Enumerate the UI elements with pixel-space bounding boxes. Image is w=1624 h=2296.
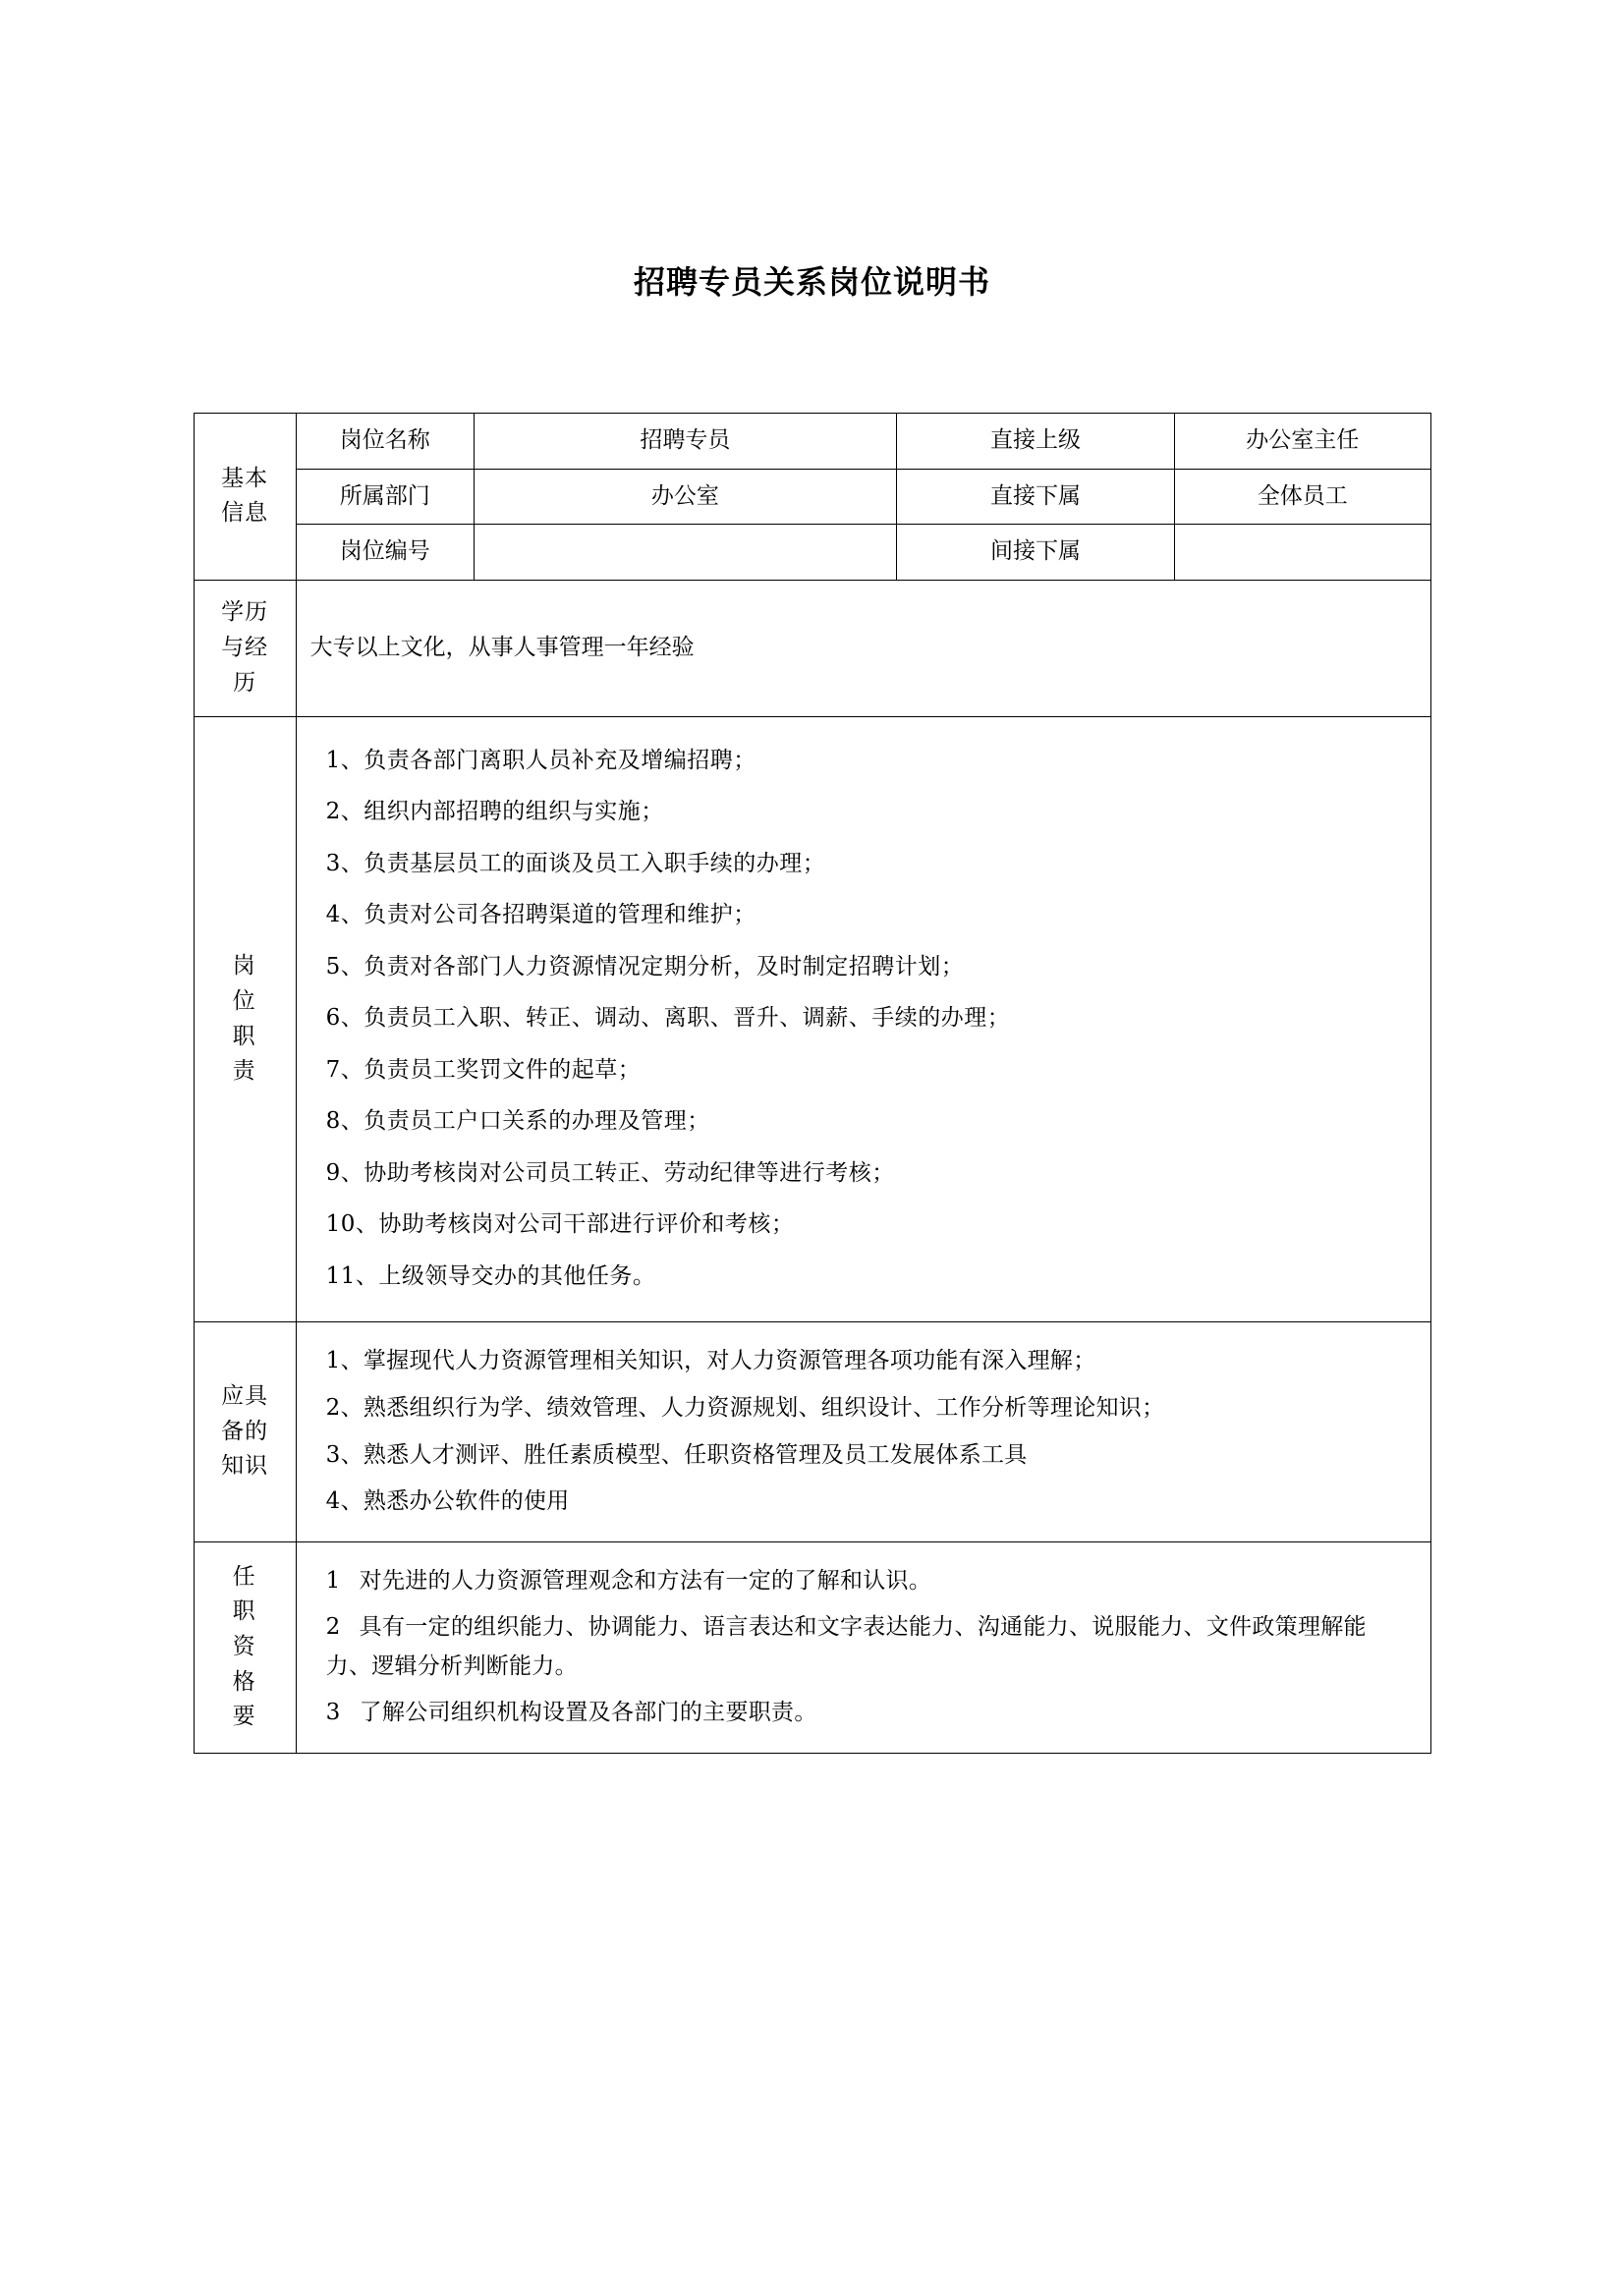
field-value-direct-superior: 办公室主任 — [1175, 414, 1430, 470]
qualification-label-line2: 职 — [232, 1598, 257, 1625]
duties-label-line1: 岗 — [232, 953, 257, 980]
page-title: 招聘专员关系岗位说明书 — [633, 263, 990, 301]
field-value-department: 办公室 — [474, 469, 896, 525]
field-key-position-code: 岗位编号 — [296, 525, 474, 581]
education-label-line1: 学历 — [221, 599, 269, 626]
table-row-education — [194, 580, 1430, 716]
list-item-text: 了解公司组织机构设置及各部门的主要职责。 — [359, 1700, 817, 1726]
job-description-table — [194, 413, 1431, 1754]
table-row — [194, 469, 1430, 525]
job-description-table-wrapper — [194, 303, 1431, 1754]
list-item: 10、协助考核岗对公司干部进行评价和考核； — [325, 1211, 795, 1238]
duties-label-line3: 职 — [232, 1023, 257, 1049]
table-row-duties — [194, 716, 1430, 1322]
list-item: 7、负责员工奖罚文件的起草； — [325, 1056, 642, 1083]
duties-label-line4: 责 — [232, 1058, 257, 1085]
list-item — [326, 1690, 1411, 1737]
list-item: 6、负责员工入职、转正、调动、离职、晋升、调薪、手续的办理； — [325, 1005, 1011, 1032]
field-key-direct-superior: 直接上级 — [897, 414, 1175, 470]
field-value-position-name: 招聘专员 — [474, 414, 896, 470]
list-item-text: 具有一定的组织能力、协调能力、语言表达和文字表达能力、沟通能力、说服能力、文件政策理解能力、逻辑分析判断能力。 — [325, 1614, 1367, 1679]
list-item-number: 2 — [325, 1614, 341, 1641]
table-row — [194, 525, 1430, 581]
list-item: 8、负责员工户口关系的办理及管理； — [325, 1108, 710, 1135]
knowledge-label-line1: 应具 — [221, 1383, 269, 1410]
list-item: 2、熟悉组织行为学、绩效管理、人力资源规划、组织设计、工作分析等理论知识； — [325, 1394, 1165, 1421]
knowledge-list — [310, 1332, 1417, 1531]
list-item: 2、组织内部招聘的组织与实施； — [325, 799, 664, 825]
knowledge-label-line3: 知识 — [221, 1453, 269, 1480]
field-key-department: 所属部门 — [296, 469, 474, 525]
list-item-text: 对先进的人力资源管理观念和方法有一定的了解和认识。 — [359, 1567, 932, 1594]
field-value-direct-subordinate: 全体员工 — [1175, 469, 1430, 525]
basic-info-label-line2: 信息 — [221, 500, 269, 527]
table-row — [194, 414, 1430, 470]
basic-info-label — [194, 414, 296, 581]
duties-label — [194, 716, 296, 1322]
knowledge-label — [194, 1322, 296, 1541]
field-value-indirect-subordinate — [1175, 525, 1430, 581]
duties-label-line2: 位 — [232, 988, 257, 1015]
knowledge-label-line2: 备的 — [221, 1418, 269, 1444]
basic-info-label-line1: 基本 — [221, 465, 269, 491]
field-key-position-name: 岗位名称 — [296, 414, 474, 470]
qualification-content — [296, 1541, 1430, 1753]
list-item: 5、负责对各部门人力资源情况定期分析，及时制定招聘计划； — [325, 953, 965, 980]
qualification-label — [194, 1541, 296, 1753]
education-label-line2: 与经 — [221, 635, 269, 661]
field-key-indirect-subordinate: 间接下属 — [897, 525, 1175, 581]
education-label — [194, 580, 296, 716]
list-item: 4、负责对公司各招聘渠道的管理和维护； — [325, 902, 756, 928]
list-item: 1、负责各部门离职人员补充及增编招聘； — [325, 747, 756, 773]
duties-list — [310, 727, 1417, 1313]
qualification-label-line3: 资 — [232, 1633, 257, 1659]
list-item: 1、掌握现代人力资源管理相关知识，对人力资源管理各项功能有深入理解； — [325, 1348, 1096, 1374]
qualification-label-line1: 任 — [232, 1563, 257, 1590]
list-item: 3、负责基层员工的面谈及员工入职手续的办理； — [325, 850, 826, 876]
qualification-label-line4: 格 — [232, 1668, 257, 1695]
list-item-number: 1 — [325, 1567, 341, 1594]
knowledge-content — [296, 1322, 1430, 1541]
qualification-label-line5: 要 — [232, 1704, 257, 1730]
list-item: 3、熟悉人才测评、胜任素质模型、任职资格管理及员工发展体系工具 — [325, 1441, 1028, 1468]
table-row-qualification — [194, 1541, 1430, 1753]
qualification-list — [310, 1552, 1417, 1743]
list-item: 4、熟悉办公软件的使用 — [325, 1488, 570, 1515]
list-item: 11、上级领导交办的其他任务。 — [325, 1262, 656, 1289]
table-row-knowledge — [194, 1322, 1430, 1541]
duties-content — [296, 716, 1430, 1322]
list-item — [326, 1558, 1411, 1605]
list-item: 9、协助考核岗对公司员工转正、劳动纪律等进行考核； — [325, 1159, 895, 1186]
list-item-number: 3 — [325, 1700, 341, 1726]
education-content: 大专以上文化，从事人事管理一年经验 — [296, 580, 1430, 716]
field-key-direct-subordinate: 直接下属 — [897, 469, 1175, 525]
field-value-position-code — [474, 525, 896, 581]
list-item — [326, 1604, 1411, 1690]
education-label-line3: 历 — [233, 669, 257, 696]
